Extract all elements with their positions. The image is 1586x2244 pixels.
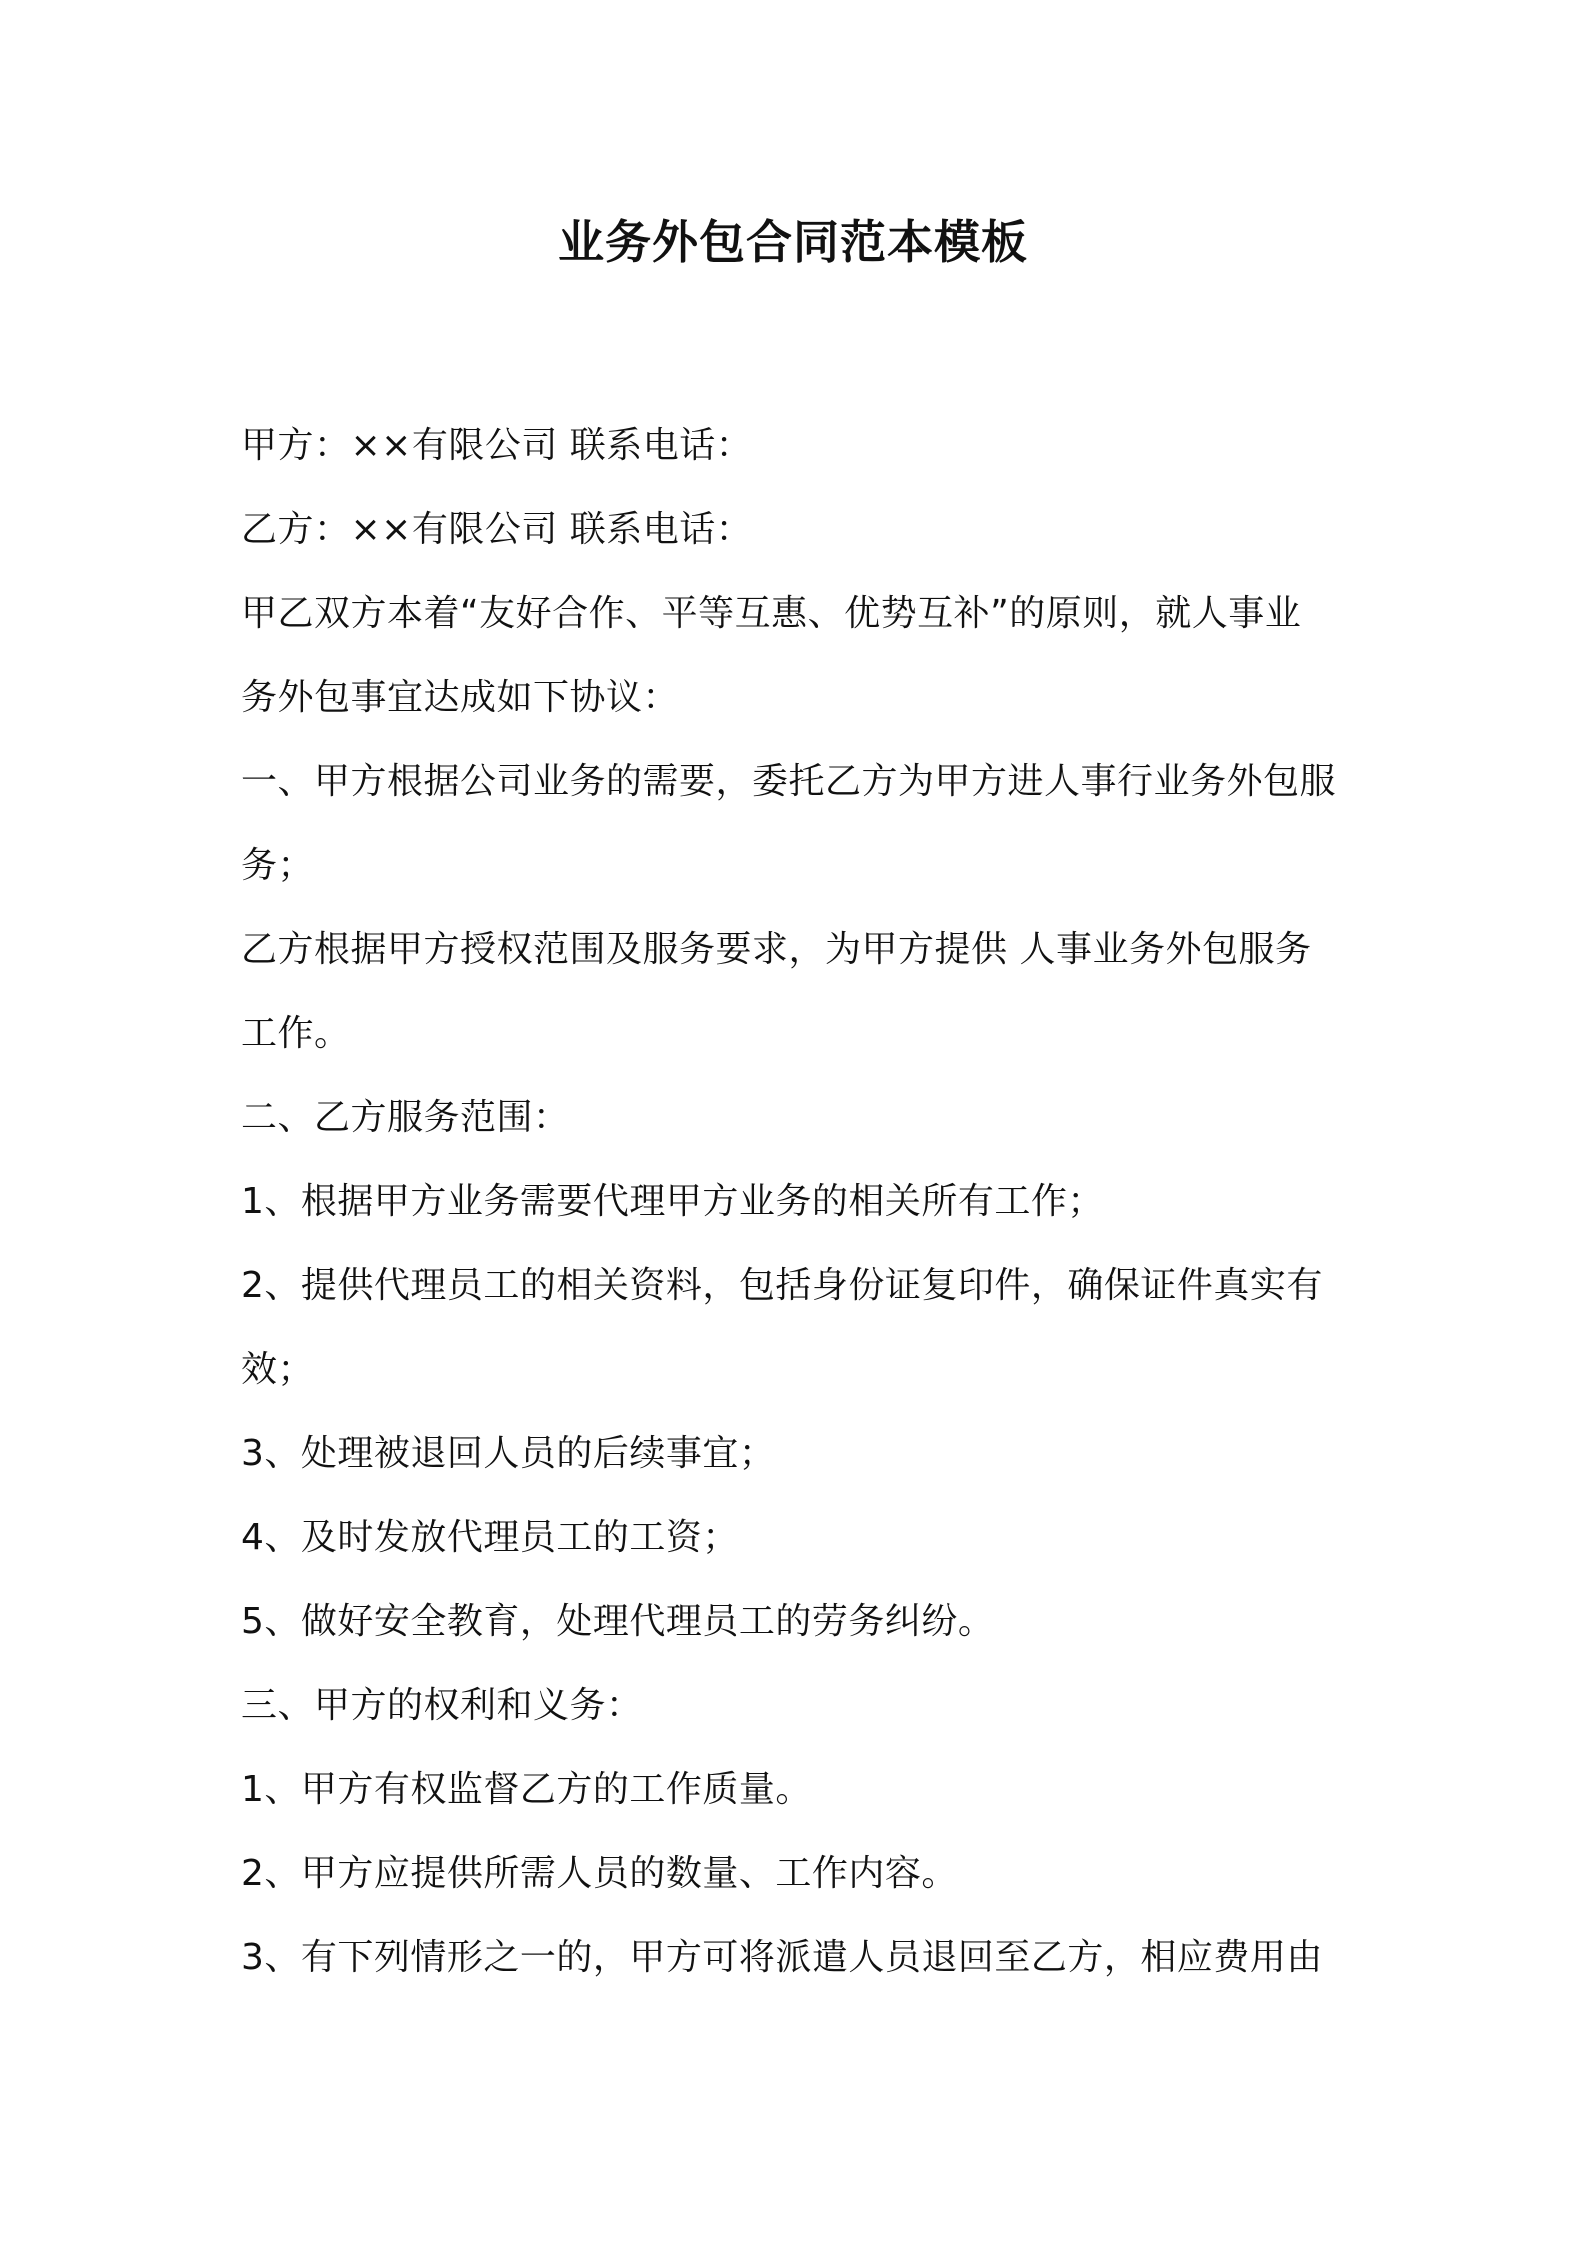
list-item: 1、甲方有权监督乙方的工作质量。 <box>241 1769 812 1810</box>
preamble-line: 务外包事宜达成如下协议： <box>241 677 680 718</box>
preamble-line: 甲乙双方本着“友好合作、平等互惠、优势互补”的原则，就人事业 <box>241 593 1302 634</box>
list-item: 3、有下列情形之一的，甲方可将派遣人员退回至乙方，相应费用由 <box>241 1937 1323 1978</box>
list-item: 2、提供代理员工的相关资料，包括身份证复印件，确保证件真实有 <box>241 1265 1323 1306</box>
section-heading: 二、乙方服务范围： <box>241 1097 570 1138</box>
clause-line: 工作。 <box>241 1013 351 1054</box>
list-item: 1、根据甲方业务需要代理甲方业务的相关所有工作； <box>241 1181 1104 1222</box>
list-item: 3、处理被退回人员的后续事宜； <box>241 1433 776 1474</box>
list-item: 4、及时发放代理员工的工资； <box>241 1517 739 1558</box>
list-item: 2、甲方应提供所需人员的数量、工作内容。 <box>241 1853 958 1894</box>
document-body <box>241 404 1361 2000</box>
section-heading: 三、甲方的权利和义务： <box>241 1685 643 1726</box>
document-title: 业务外包合同范本模板 <box>558 215 1028 269</box>
list-item: 5、做好安全教育，处理代理员工的劳务纠纷。 <box>241 1601 995 1642</box>
clause-line: 一、甲方根据公司业务的需要，委托乙方为甲方进人事行业务外包服 <box>241 761 1337 802</box>
party-a-line: 甲方：××有限公司 联系电话： <box>241 425 753 466</box>
list-item: 效； <box>241 1349 315 1390</box>
party-b-line: 乙方：××有限公司 联系电话： <box>241 509 753 550</box>
clause-line: 务； <box>241 845 315 886</box>
clause-line: 乙方根据甲方授权范围及服务要求，为甲方提供 人事业务外包服务 <box>241 929 1312 970</box>
